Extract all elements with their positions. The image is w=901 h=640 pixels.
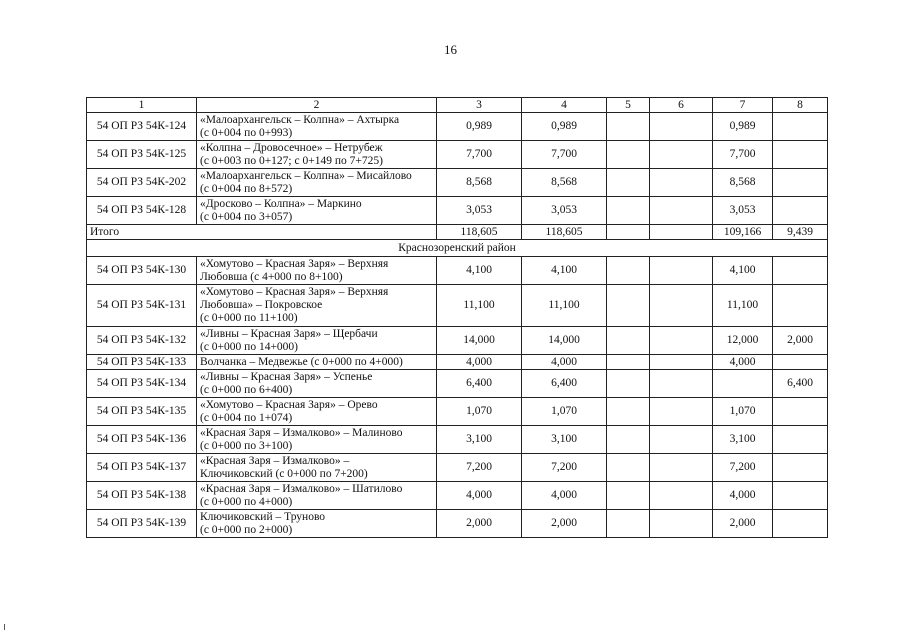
- cell-col4: 6,400: [522, 370, 607, 398]
- table-row: [87, 482, 828, 510]
- cell-col3: 4,000: [437, 355, 522, 370]
- cell-col7: 4,000: [713, 482, 773, 510]
- cell-col8: [773, 482, 828, 510]
- table-row: [87, 355, 828, 370]
- total-col5: [607, 225, 650, 240]
- cell-col5: [607, 169, 650, 197]
- cell-col5: [607, 113, 650, 141]
- table-row: [87, 398, 828, 426]
- cell-col5: [607, 482, 650, 510]
- cell-col4: 11,100: [522, 285, 607, 327]
- total-label: Итого: [87, 225, 437, 240]
- road-code: 54 ОП РЗ 54К-124: [87, 113, 197, 141]
- cell-col8: [773, 113, 828, 141]
- cell-col6: [650, 454, 713, 482]
- cell-col5: [607, 454, 650, 482]
- road-code: 54 ОП РЗ 54К-139: [87, 510, 197, 538]
- cell-col7: 12,000: [713, 327, 773, 355]
- road-code: 54 ОП РЗ 54К-133: [87, 355, 197, 370]
- table-row: [87, 141, 828, 169]
- section-header-row: [87, 240, 828, 257]
- table-header-row: [87, 98, 828, 113]
- cell-col6: [650, 355, 713, 370]
- table-row: [87, 370, 828, 398]
- cell-col8: [773, 169, 828, 197]
- table-row: [87, 426, 828, 454]
- cell-col3: 0,989: [437, 113, 522, 141]
- cell-col8: [773, 257, 828, 285]
- cell-col5: [607, 398, 650, 426]
- scan-edge-mark: [4, 624, 5, 630]
- cell-col3: 4,100: [437, 257, 522, 285]
- cell-col7: 2,000: [713, 510, 773, 538]
- road-name: Волчанка – Медвежье (с 0+000 по 4+000): [197, 355, 437, 370]
- road-name: «Хомутово – Красная Заря» – Орево (с 0+004 по 1+074): [197, 398, 437, 426]
- cell-col6: [650, 257, 713, 285]
- road-code: 54 ОП РЗ 54К-137: [87, 454, 197, 482]
- cell-col8: [773, 398, 828, 426]
- cell-col7: 7,700: [713, 141, 773, 169]
- cell-col3: 7,700: [437, 141, 522, 169]
- cell-col8: [773, 285, 828, 327]
- cell-col3: 7,200: [437, 454, 522, 482]
- cell-col7: 7,200: [713, 454, 773, 482]
- road-code: 54 ОП РЗ 54К-130: [87, 257, 197, 285]
- road-name: «Красная Заря – Измалково» – Шатилово (с 0+000 по 4+000): [197, 482, 437, 510]
- road-name: «Колпна – Дровосечное» – Нетрубеж (с 0+003 по 0+127; с 0+149 по 7+725): [197, 141, 437, 169]
- cell-col6: [650, 169, 713, 197]
- table-row: [87, 510, 828, 538]
- road-code: 54 ОП РЗ 54К-138: [87, 482, 197, 510]
- road-name: «Ливны – Красная Заря» – Успенье (с 0+000 по 6+400): [197, 370, 437, 398]
- table-row: [87, 257, 828, 285]
- cell-col7: 0,989: [713, 113, 773, 141]
- cell-col6: [650, 141, 713, 169]
- road-code: 54 ОП РЗ 54К-202: [87, 169, 197, 197]
- cell-col6: [650, 482, 713, 510]
- road-name: «Малоархангельск – Колпна» – Ахтырка (с 0+004 по 0+993): [197, 113, 437, 141]
- cell-col6: [650, 426, 713, 454]
- cell-col7: 11,100: [713, 285, 773, 327]
- cell-col3: 6,400: [437, 370, 522, 398]
- road-name: «Малоархангельск – Колпна» – Мисайлово (с 0+004 по 8+572): [197, 169, 437, 197]
- cell-col7: 4,000: [713, 355, 773, 370]
- road-code: 54 ОП РЗ 54К-134: [87, 370, 197, 398]
- cell-col4: 3,053: [522, 197, 607, 225]
- cell-col4: 8,568: [522, 169, 607, 197]
- cell-col3: 2,000: [437, 510, 522, 538]
- road-name: «Ливны – Красная Заря» – Щербачи (с 0+000 по 14+000): [197, 327, 437, 355]
- column-header: 5: [607, 98, 650, 113]
- road-name: Ключиковский – Труново (с 0+000 по 2+000): [197, 510, 437, 538]
- total-col8: 9,439: [773, 225, 828, 240]
- column-header: 6: [650, 98, 713, 113]
- page-number: 16: [444, 42, 457, 57]
- total-col3: 118,605: [437, 225, 522, 240]
- cell-col6: [650, 327, 713, 355]
- total-col7: 109,166: [713, 225, 773, 240]
- column-header: 7: [713, 98, 773, 113]
- column-header: 2: [197, 98, 437, 113]
- cell-col3: 3,053: [437, 197, 522, 225]
- road-code: 54 ОП РЗ 54К-125: [87, 141, 197, 169]
- cell-col7: 4,100: [713, 257, 773, 285]
- cell-col8: [773, 355, 828, 370]
- cell-col5: [607, 285, 650, 327]
- column-header: 4: [522, 98, 607, 113]
- road-code: 54 ОП РЗ 54К-136: [87, 426, 197, 454]
- road-name: «Красная Заря – Измалково» – Малиново (с 0+000 по 3+100): [197, 426, 437, 454]
- cell-col4: 4,000: [522, 482, 607, 510]
- cell-col3: 4,000: [437, 482, 522, 510]
- table-row: [87, 169, 828, 197]
- table-row: [87, 113, 828, 141]
- total-col4: 118,605: [522, 225, 607, 240]
- cell-col5: [607, 327, 650, 355]
- cell-col8: [773, 426, 828, 454]
- road-name: «Хомутово – Красная Заря» – Верхняя Любовша (с 4+000 по 8+100): [197, 257, 437, 285]
- column-header: 1: [87, 98, 197, 113]
- total-row: [87, 225, 828, 240]
- cell-col5: [607, 355, 650, 370]
- cell-col6: [650, 510, 713, 538]
- cell-col8: [773, 197, 828, 225]
- table-row: [87, 327, 828, 355]
- cell-col3: 3,100: [437, 426, 522, 454]
- cell-col7: [713, 370, 773, 398]
- total-col6: [650, 225, 713, 240]
- column-header: 3: [437, 98, 522, 113]
- cell-col3: 11,100: [437, 285, 522, 327]
- cell-col5: [607, 510, 650, 538]
- cell-col4: 14,000: [522, 327, 607, 355]
- cell-col3: 1,070: [437, 398, 522, 426]
- cell-col6: [650, 398, 713, 426]
- cell-col4: 7,700: [522, 141, 607, 169]
- cell-col4: 3,100: [522, 426, 607, 454]
- road-name: «Дросково – Колпна» – Маркино (с 0+004 по 3+057): [197, 197, 437, 225]
- road-code: 54 ОП РЗ 54К-131: [87, 285, 197, 327]
- cell-col3: 14,000: [437, 327, 522, 355]
- cell-col4: 7,200: [522, 454, 607, 482]
- cell-col5: [607, 141, 650, 169]
- cell-col8: [773, 510, 828, 538]
- cell-col8: [773, 141, 828, 169]
- cell-col7: 3,100: [713, 426, 773, 454]
- cell-col4: 4,000: [522, 355, 607, 370]
- cell-col4: 1,070: [522, 398, 607, 426]
- cell-col4: 4,100: [522, 257, 607, 285]
- cell-col6: [650, 113, 713, 141]
- road-name: «Хомутово – Красная Заря» – Верхняя Любовша» – Покровское (с 0+000 по 11+100): [197, 285, 437, 327]
- cell-col3: 8,568: [437, 169, 522, 197]
- section-title: Краснозоренский район: [87, 240, 828, 257]
- column-header: 8: [773, 98, 828, 113]
- cell-col8: 6,400: [773, 370, 828, 398]
- cell-col7: 1,070: [713, 398, 773, 426]
- road-code: 54 ОП РЗ 54К-132: [87, 327, 197, 355]
- cell-col8: 2,000: [773, 327, 828, 355]
- cell-col4: 2,000: [522, 510, 607, 538]
- cell-col6: [650, 370, 713, 398]
- cell-col5: [607, 370, 650, 398]
- cell-col6: [650, 197, 713, 225]
- table-row: [87, 454, 828, 482]
- cell-col5: [607, 197, 650, 225]
- table-row: [87, 197, 828, 225]
- cell-col7: 3,053: [713, 197, 773, 225]
- table-row: [87, 285, 828, 327]
- cell-col7: 8,568: [713, 169, 773, 197]
- cell-col5: [607, 426, 650, 454]
- cell-col4: 0,989: [522, 113, 607, 141]
- cell-col6: [650, 285, 713, 327]
- road-code: 54 ОП РЗ 54К-128: [87, 197, 197, 225]
- road-code: 54 ОП РЗ 54К-135: [87, 398, 197, 426]
- cell-col8: [773, 454, 828, 482]
- cell-col5: [607, 257, 650, 285]
- roads-table: [86, 97, 828, 538]
- road-name: «Красная Заря – Измалково» – Ключиковский (с 0+000 по 7+200): [197, 454, 437, 482]
